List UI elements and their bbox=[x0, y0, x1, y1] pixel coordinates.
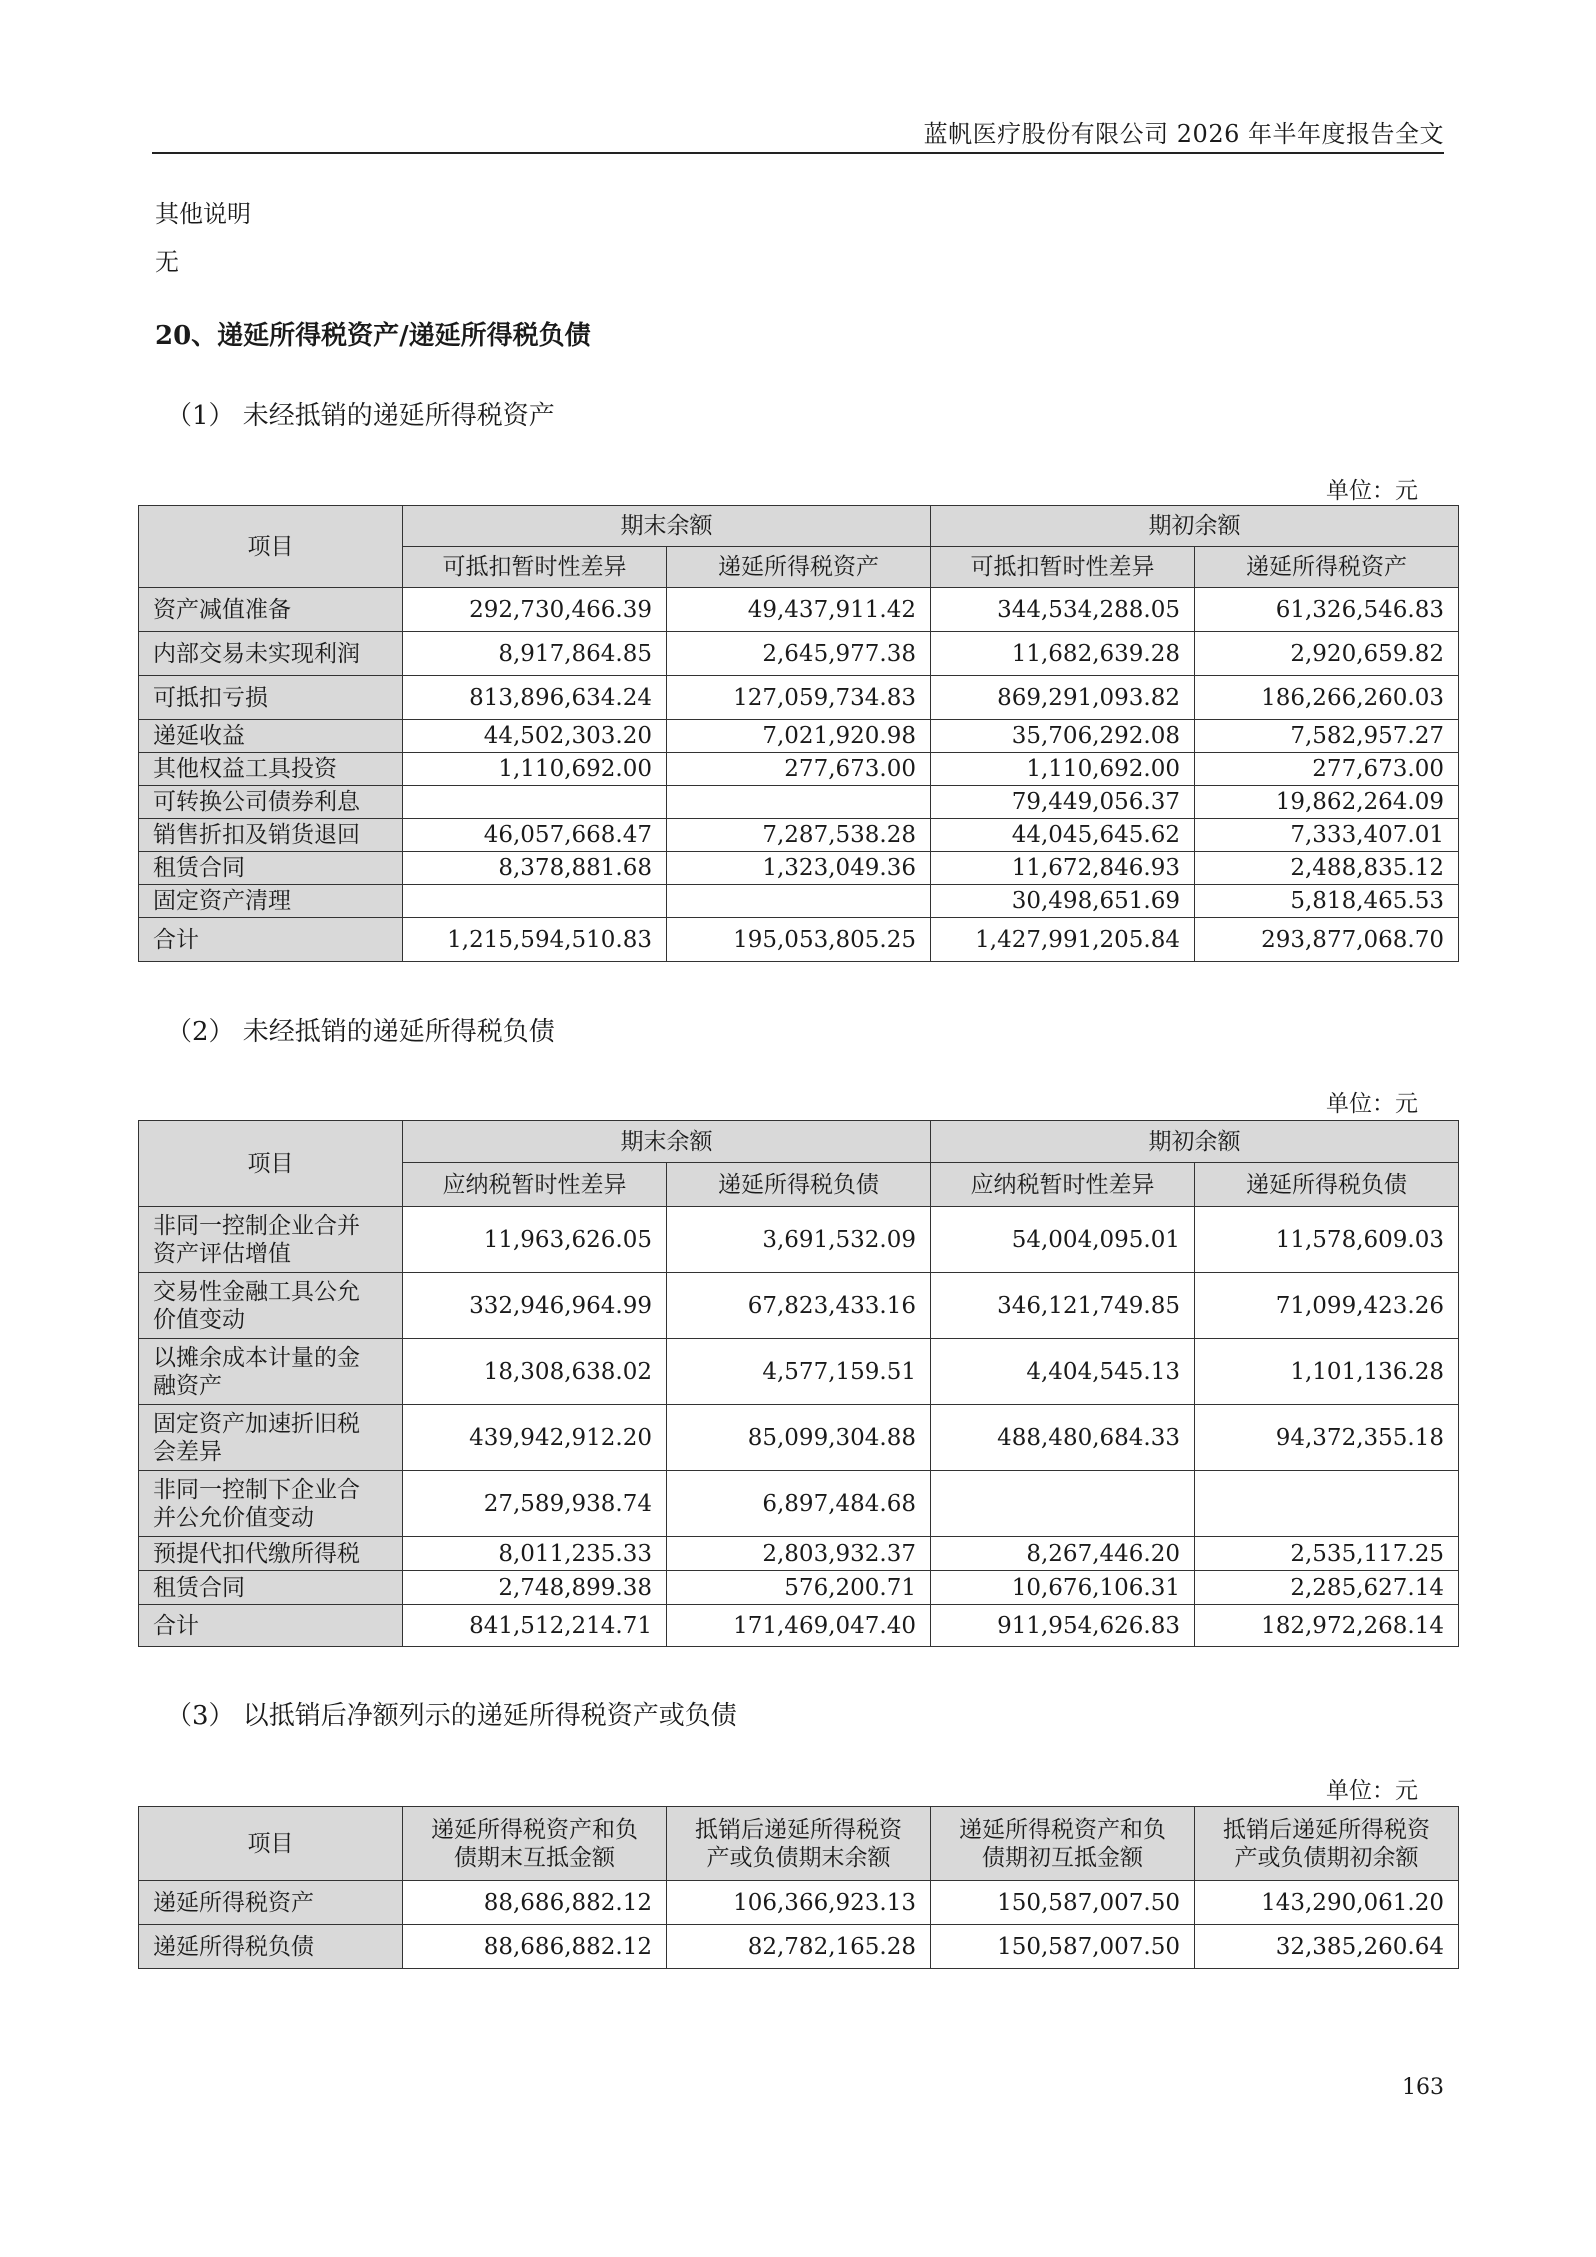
cell-value: 869,291,093.82 bbox=[931, 676, 1195, 720]
deferred-tax-liabilities-table bbox=[138, 1120, 1459, 1647]
cell-value: 813,896,634.24 bbox=[403, 676, 667, 720]
row-label: 交易性金融工具公允 价值变动 bbox=[139, 1273, 403, 1339]
other-note-value: 无 bbox=[155, 248, 179, 276]
table-row bbox=[139, 720, 1459, 753]
table2-subhead: 应纳税暂时性差异 bbox=[931, 1163, 1195, 1207]
cell-value: 277,673.00 bbox=[667, 753, 931, 786]
cell-value: 1,101,136.28 bbox=[1195, 1339, 1459, 1405]
row-label: 非同一控制下企业合 并公允价值变动 bbox=[139, 1471, 403, 1537]
header-divider bbox=[152, 152, 1444, 154]
cell-value: 27,589,938.74 bbox=[403, 1471, 667, 1537]
total-value: 911,954,626.83 bbox=[931, 1605, 1195, 1647]
table-row bbox=[139, 1207, 1459, 1273]
table-row bbox=[139, 753, 1459, 786]
cell-value: 186,266,260.03 bbox=[1195, 676, 1459, 720]
total-value: 1,215,594,510.83 bbox=[403, 918, 667, 962]
table-row bbox=[139, 1925, 1459, 1969]
cell-value: 8,917,864.85 bbox=[403, 632, 667, 676]
cell-value: 6,897,484.68 bbox=[667, 1471, 931, 1537]
table-row bbox=[139, 1571, 1459, 1605]
table1-subhead: 递延所得税资产 bbox=[1195, 547, 1459, 588]
table3-header: 抵销后递延所得税资 产或负债期末余额 bbox=[667, 1807, 931, 1881]
total-value: 182,972,268.14 bbox=[1195, 1605, 1459, 1647]
cell-value: 150,587,007.50 bbox=[931, 1881, 1195, 1925]
cell-value: 8,378,881.68 bbox=[403, 852, 667, 885]
row-label: 销售折扣及销货退回 bbox=[139, 819, 403, 852]
table-row bbox=[139, 786, 1459, 819]
cell-value: 344,534,288.05 bbox=[931, 588, 1195, 632]
table-row bbox=[139, 1537, 1459, 1571]
row-label: 资产减值准备 bbox=[139, 588, 403, 632]
report-header: 蓝帆医疗股份有限公司 2026 年半年度报告全文 bbox=[923, 120, 1444, 148]
cell-value: 10,676,106.31 bbox=[931, 1571, 1195, 1605]
cell-value: 11,963,626.05 bbox=[403, 1207, 667, 1273]
table1-subhead: 可抵扣暂时性差异 bbox=[931, 547, 1195, 588]
other-note-label: 其他说明 bbox=[155, 200, 251, 228]
table-row bbox=[139, 1881, 1459, 1925]
table-row bbox=[139, 1273, 1459, 1339]
cell-value: 488,480,684.33 bbox=[931, 1405, 1195, 1471]
cell-value: 18,308,638.02 bbox=[403, 1339, 667, 1405]
cell-value: 150,587,007.50 bbox=[931, 1925, 1195, 1969]
table2-head-item: 项目 bbox=[139, 1121, 403, 1207]
cell-value: 7,582,957.27 bbox=[1195, 720, 1459, 753]
table-row bbox=[139, 885, 1459, 918]
table1-subhead: 递延所得税资产 bbox=[667, 547, 931, 588]
table1-head-item: 项目 bbox=[139, 506, 403, 588]
cell-value bbox=[667, 885, 931, 918]
row-label: 租赁合同 bbox=[139, 1571, 403, 1605]
cell-value bbox=[931, 1471, 1195, 1537]
cell-value: 2,645,977.38 bbox=[667, 632, 931, 676]
deferred-tax-assets-table bbox=[138, 505, 1459, 962]
table1-subhead: 可抵扣暂时性差异 bbox=[403, 547, 667, 588]
row-label: 递延所得税负债 bbox=[139, 1925, 403, 1969]
table-total-row bbox=[139, 918, 1459, 962]
cell-value: 11,578,609.03 bbox=[1195, 1207, 1459, 1273]
cell-value: 94,372,355.18 bbox=[1195, 1405, 1459, 1471]
row-label: 递延所得税资产 bbox=[139, 1881, 403, 1925]
cell-value: 439,942,912.20 bbox=[403, 1405, 667, 1471]
table3-unit: 单位：元 bbox=[1326, 1778, 1418, 1804]
cell-value: 8,011,235.33 bbox=[403, 1537, 667, 1571]
table3-header: 递延所得税资产和负 债期初互抵金额 bbox=[931, 1807, 1195, 1881]
row-label: 可转换公司债券利息 bbox=[139, 786, 403, 819]
table-total-row bbox=[139, 1605, 1459, 1647]
cell-value: 332,946,964.99 bbox=[403, 1273, 667, 1339]
total-label: 合计 bbox=[139, 918, 403, 962]
cell-value: 30,498,651.69 bbox=[931, 885, 1195, 918]
table3-title: （3） 以抵销后净额列示的递延所得税资产或负债 bbox=[166, 1701, 737, 1731]
cell-value bbox=[1195, 1471, 1459, 1537]
row-label: 其他权益工具投资 bbox=[139, 753, 403, 786]
cell-value: 2,920,659.82 bbox=[1195, 632, 1459, 676]
cell-value: 4,577,159.51 bbox=[667, 1339, 931, 1405]
row-label: 以摊余成本计量的金 融资产 bbox=[139, 1339, 403, 1405]
cell-value: 346,121,749.85 bbox=[931, 1273, 1195, 1339]
table3-header: 递延所得税资产和负 债期末互抵金额 bbox=[403, 1807, 667, 1881]
cell-value: 2,535,117.25 bbox=[1195, 1537, 1459, 1571]
cell-value: 5,818,465.53 bbox=[1195, 885, 1459, 918]
cell-value: 35,706,292.08 bbox=[931, 720, 1195, 753]
cell-value: 2,748,899.38 bbox=[403, 1571, 667, 1605]
cell-value: 1,110,692.00 bbox=[403, 753, 667, 786]
table-row bbox=[139, 1471, 1459, 1537]
total-value: 171,469,047.40 bbox=[667, 1605, 931, 1647]
table1-unit: 单位：元 bbox=[1326, 478, 1418, 504]
row-label: 租赁合同 bbox=[139, 852, 403, 885]
total-value: 841,512,214.71 bbox=[403, 1605, 667, 1647]
row-label: 非同一控制企业合并 资产评估增值 bbox=[139, 1207, 403, 1273]
total-value: 1,427,991,205.84 bbox=[931, 918, 1195, 962]
cell-value bbox=[403, 885, 667, 918]
cell-value: 2,488,835.12 bbox=[1195, 852, 1459, 885]
cell-value bbox=[403, 786, 667, 819]
row-label: 固定资产加速折旧税 会差异 bbox=[139, 1405, 403, 1471]
cell-value: 85,099,304.88 bbox=[667, 1405, 931, 1471]
table-row bbox=[139, 1339, 1459, 1405]
cell-value: 292,730,466.39 bbox=[403, 588, 667, 632]
cell-value: 44,045,645.62 bbox=[931, 819, 1195, 852]
cell-value: 11,682,639.28 bbox=[931, 632, 1195, 676]
cell-value: 127,059,734.83 bbox=[667, 676, 931, 720]
cell-value: 143,290,061.20 bbox=[1195, 1881, 1459, 1925]
table3-header: 抵销后递延所得税资 产或负债期初余额 bbox=[1195, 1807, 1459, 1881]
total-value: 293,877,068.70 bbox=[1195, 918, 1459, 962]
table1-title: （1） 未经抵销的递延所得税资产 bbox=[166, 401, 555, 431]
row-label: 可抵扣亏损 bbox=[139, 676, 403, 720]
total-value: 195,053,805.25 bbox=[667, 918, 931, 962]
cell-value: 79,449,056.37 bbox=[931, 786, 1195, 819]
cell-value: 32,385,260.64 bbox=[1195, 1925, 1459, 1969]
table2-head-period-begin: 期初余额 bbox=[931, 1121, 1459, 1163]
cell-value: 2,803,932.37 bbox=[667, 1537, 931, 1571]
row-label: 内部交易未实现利润 bbox=[139, 632, 403, 676]
total-label: 合计 bbox=[139, 1605, 403, 1647]
cell-value: 46,057,668.47 bbox=[403, 819, 667, 852]
row-label: 固定资产清理 bbox=[139, 885, 403, 918]
cell-value bbox=[667, 786, 931, 819]
row-label: 预提代扣代缴所得税 bbox=[139, 1537, 403, 1571]
cell-value: 71,099,423.26 bbox=[1195, 1273, 1459, 1339]
table2-head-period-end: 期末余额 bbox=[403, 1121, 931, 1163]
cell-value: 7,021,920.98 bbox=[667, 720, 931, 753]
cell-value: 67,823,433.16 bbox=[667, 1273, 931, 1339]
cell-value: 54,004,095.01 bbox=[931, 1207, 1195, 1273]
cell-value: 11,672,846.93 bbox=[931, 852, 1195, 885]
table1-head-period-begin: 期初余额 bbox=[931, 506, 1459, 547]
cell-value: 576,200.71 bbox=[667, 1571, 931, 1605]
table2-subhead: 递延所得税负债 bbox=[1195, 1163, 1459, 1207]
cell-value: 8,267,446.20 bbox=[931, 1537, 1195, 1571]
cell-value: 7,287,538.28 bbox=[667, 819, 931, 852]
table2-unit: 单位：元 bbox=[1326, 1091, 1418, 1117]
table3-head-item: 项目 bbox=[139, 1807, 403, 1881]
cell-value: 4,404,545.13 bbox=[931, 1339, 1195, 1405]
table1-head-period-end: 期末余额 bbox=[403, 506, 931, 547]
cell-value: 49,437,911.42 bbox=[667, 588, 931, 632]
cell-value: 88,686,882.12 bbox=[403, 1925, 667, 1969]
table-row bbox=[139, 588, 1459, 632]
table2-subhead: 应纳税暂时性差异 bbox=[403, 1163, 667, 1207]
cell-value: 277,673.00 bbox=[1195, 753, 1459, 786]
table2-title: （2） 未经抵销的递延所得税负债 bbox=[166, 1017, 555, 1047]
cell-value: 44,502,303.20 bbox=[403, 720, 667, 753]
cell-value: 1,323,049.36 bbox=[667, 852, 931, 885]
cell-value: 3,691,532.09 bbox=[667, 1207, 931, 1273]
table-row bbox=[139, 852, 1459, 885]
row-label: 递延收益 bbox=[139, 720, 403, 753]
table-row bbox=[139, 632, 1459, 676]
deferred-tax-net-table bbox=[138, 1806, 1459, 1969]
table2-subhead: 递延所得税负债 bbox=[667, 1163, 931, 1207]
table-row bbox=[139, 819, 1459, 852]
page-number: 163 bbox=[1402, 2075, 1444, 2100]
cell-value: 1,110,692.00 bbox=[931, 753, 1195, 786]
table-row bbox=[139, 1405, 1459, 1471]
cell-value: 19,862,264.09 bbox=[1195, 786, 1459, 819]
cell-value: 2,285,627.14 bbox=[1195, 1571, 1459, 1605]
cell-value: 106,366,923.13 bbox=[667, 1881, 931, 1925]
cell-value: 82,782,165.28 bbox=[667, 1925, 931, 1969]
section-title: 20、递延所得税资产/递延所得税负债 bbox=[155, 321, 591, 351]
cell-value: 61,326,546.83 bbox=[1195, 588, 1459, 632]
cell-value: 88,686,882.12 bbox=[403, 1881, 667, 1925]
cell-value: 7,333,407.01 bbox=[1195, 819, 1459, 852]
table-row bbox=[139, 676, 1459, 720]
